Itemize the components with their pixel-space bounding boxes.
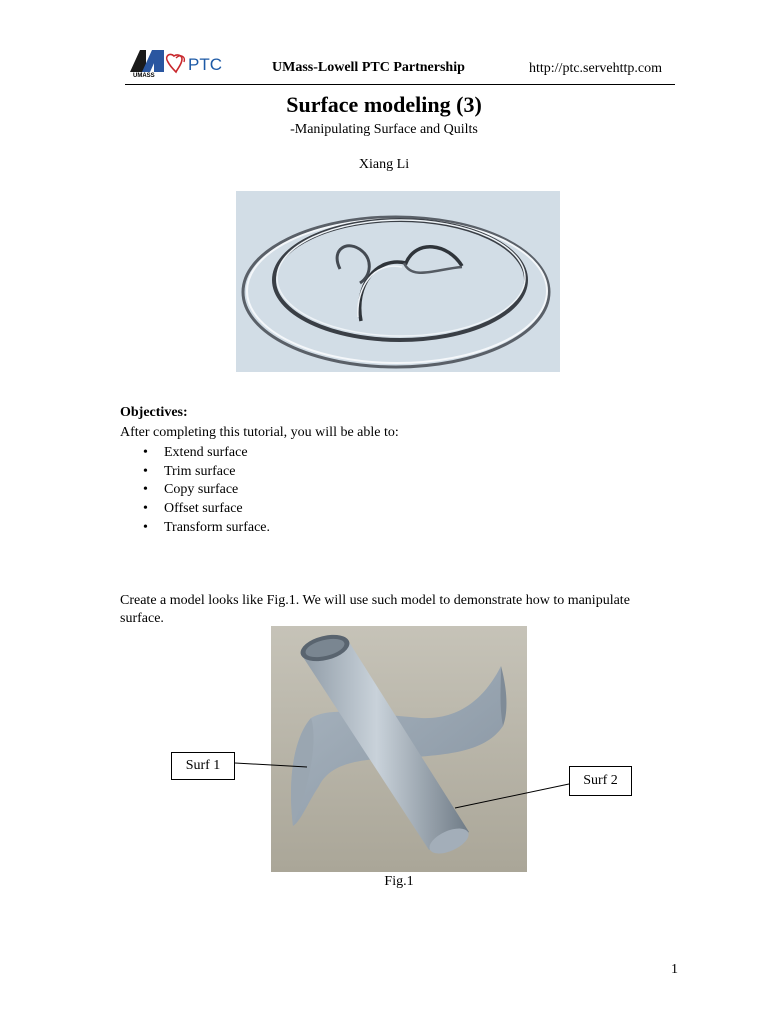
objectives-intro: After completing this tutorial, you will be able to: (120, 425, 399, 440)
page-title: Surface modeling (3) (286, 92, 482, 117)
list-item: • Offset surface (143, 500, 270, 519)
logo-umass-text: UMASS (133, 73, 155, 78)
logo-ptc-text: PTC (188, 55, 222, 74)
figure-caption: Fig.1 (384, 874, 414, 889)
body-paragraph: Create a model looks like Fig.1. We will use such model to demonstrate how to manipulate surface. (120, 593, 630, 626)
list-item: • Trim surface (143, 463, 270, 482)
header-partnership-text: UMass-Lowell PTC Partnership (272, 60, 465, 75)
umass-ptc-logo (130, 46, 240, 78)
author-name: Xiang Li (358, 157, 410, 172)
callout-surf2: Surf 2 (569, 766, 632, 796)
objectives-list (143, 444, 270, 537)
header-url[interactable]: http://ptc.servehttp.com (529, 61, 662, 76)
list-item: • Copy surface (143, 481, 270, 500)
page-subtitle: -Manipulating Surface and Quilts (290, 122, 478, 137)
page-number: 1 (671, 962, 678, 977)
objectives-heading: Objectives: (120, 405, 188, 420)
figure-surface-model-image (271, 626, 527, 872)
list-item: • Extend surface (143, 444, 270, 463)
list-item: • Transform surface. (143, 519, 270, 538)
callout-surf1: Surf 1 (171, 752, 235, 780)
header-divider (125, 84, 675, 85)
hero-embossed-logo-image (236, 191, 560, 372)
